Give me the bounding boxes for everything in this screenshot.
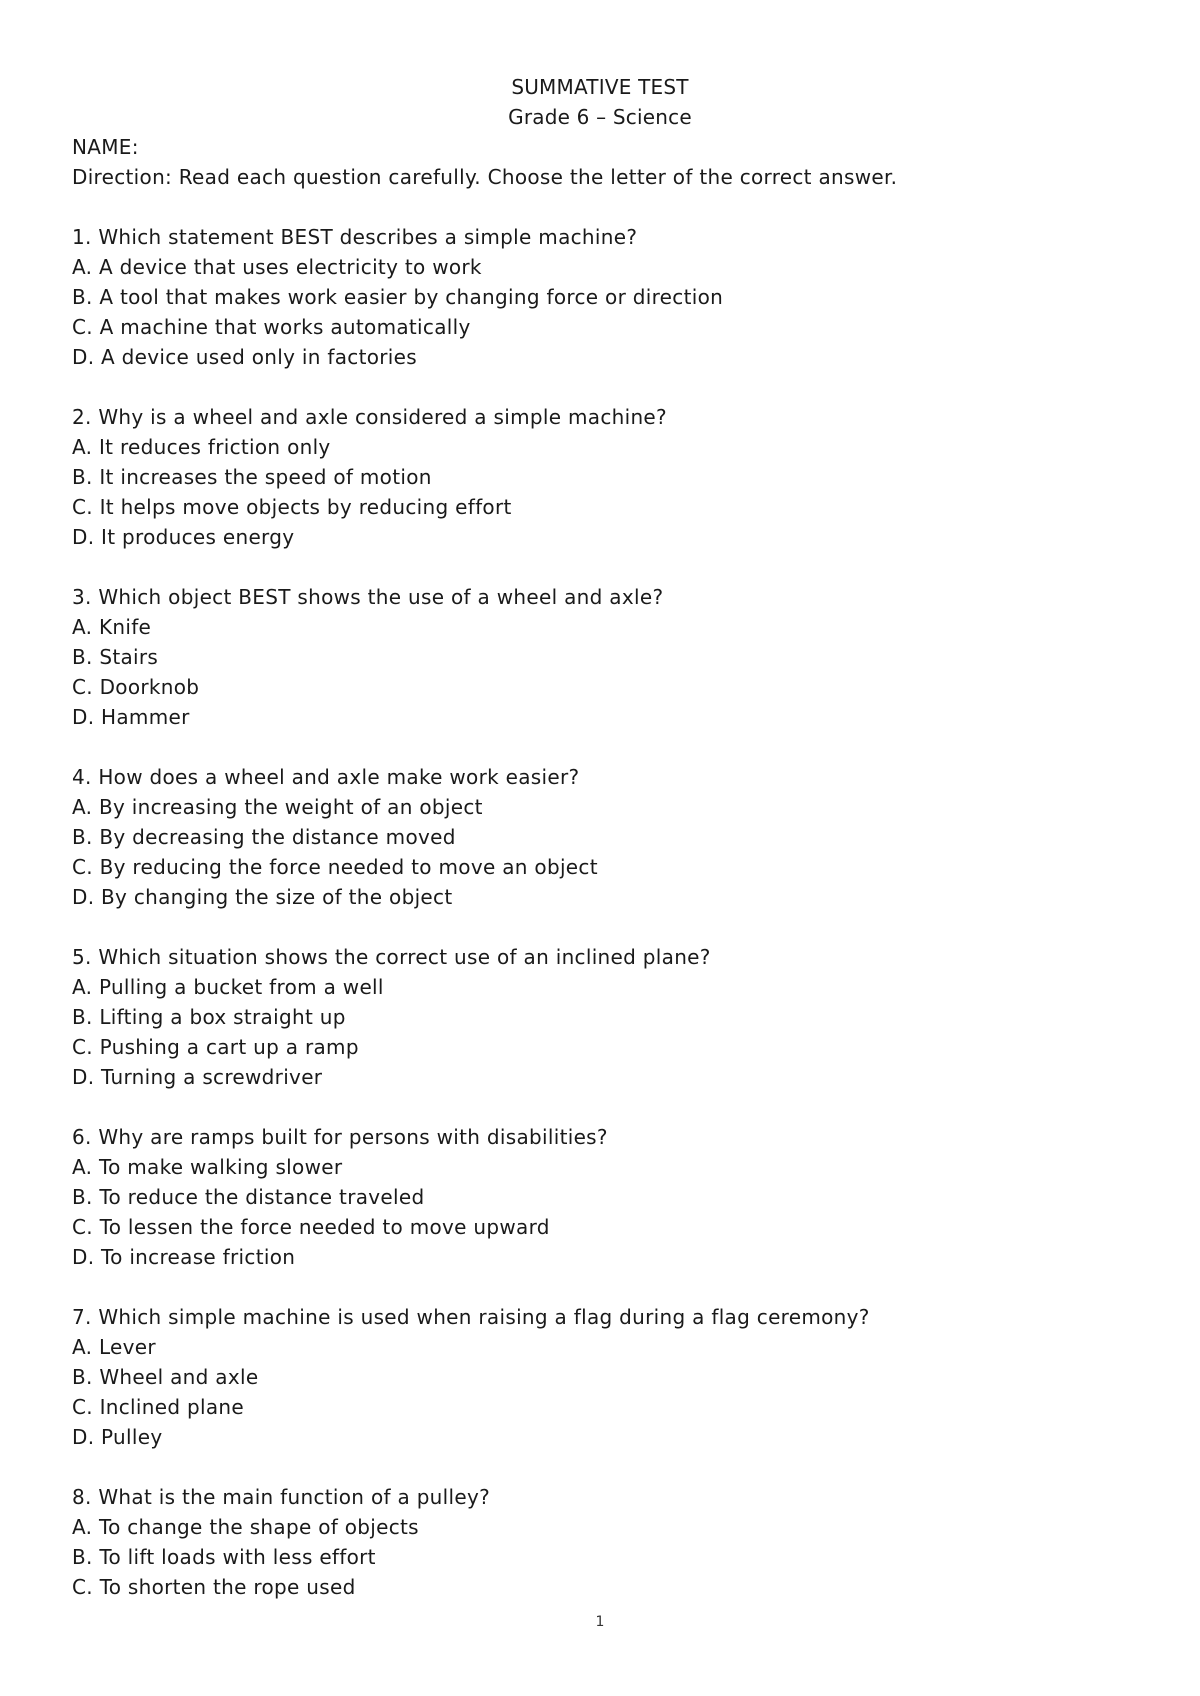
question-item [72,1302,1132,1452]
answer-choice: D. By changing the size of the object [72,885,453,909]
answer-choice: B. By decreasing the distance moved [72,825,456,849]
question-text: 6. Why are ramps built for persons with disabilities? [72,1125,608,1149]
answer-choice: D. Turning a screwdriver [72,1065,323,1089]
document-header [0,72,1200,132]
answer-choice: A. To change the shape of objects [72,1515,419,1539]
answer-choice: A. A device that uses electricity to work [72,255,482,279]
question-text: 2. Why is a wheel and axle considered a simple machine? [72,405,667,429]
answer-choice: D. Pulley [72,1425,163,1449]
name-label: NAME: [72,135,139,159]
question-text: 3. Which object BEST shows the use of a wheel and axle? [72,585,664,609]
answer-choice: C. A machine that works automatically [72,315,471,339]
question-item [72,582,1132,732]
answer-choice: A. Pulling a bucket from a well [72,975,384,999]
test-content [72,132,1132,1602]
question-item [72,762,1132,912]
answer-choice: B. It increases the speed of motion [72,465,432,489]
answer-choice: C. It helps move objects by reducing effort [72,495,512,519]
question-item [72,1122,1132,1272]
page-number: 1 [595,1614,605,1630]
question-text: 5. Which situation shows the correct use of an inclined plane? [72,945,711,969]
question-item [72,402,1132,552]
question-text: 1. Which statement BEST describes a simple machine? [72,225,638,249]
answer-choice: C. To shorten the rope used [72,1575,356,1599]
question-item [72,222,1132,372]
document-title: SUMMATIVE TEST [511,75,689,99]
answer-choice: A. It reduces friction only [72,435,331,459]
directions: Direction: Read each question carefully. Choose the letter of the correct answer. [72,165,898,189]
document-subtitle: Grade 6 – Science [508,105,692,129]
answer-choice: C. Doorknob [72,675,200,699]
answer-choice: B. Wheel and axle [72,1365,259,1389]
answer-choice: A. By increasing the weight of an object [72,795,483,819]
answer-choice: D. Hammer [72,705,190,729]
answer-choice: A. Lever [72,1335,156,1359]
answer-choice: C. Pushing a cart up a ramp [72,1035,359,1059]
answer-choice: D. It produces energy [72,525,295,549]
answer-choice: B. Lifting a box straight up [72,1005,346,1029]
question-text: 4. How does a wheel and axle make work easier? [72,765,580,789]
answer-choice: A. Knife [72,615,152,639]
question-item [72,1482,1132,1602]
question-list [72,222,1132,1602]
answer-choice: D. To increase friction [72,1245,296,1269]
answer-choice: B. Stairs [72,645,159,669]
answer-choice: D. A device used only in factories [72,345,417,369]
answer-choice: B. To lift loads with less effort [72,1545,376,1569]
answer-choice: A. To make walking slower [72,1155,343,1179]
answer-choice: C. Inclined plane [72,1395,244,1419]
question-text: 7. Which simple machine is used when raising a flag during a flag ceremony? [72,1305,870,1329]
question-text: 8. What is the main function of a pulley? [72,1485,491,1509]
answer-choice: B. To reduce the distance traveled [72,1185,425,1209]
answer-choice: C. To lessen the force needed to move upward [72,1215,550,1239]
answer-choice: B. A tool that makes work easier by changing force or direction [72,285,724,309]
question-item [72,942,1132,1092]
answer-choice: C. By reducing the force needed to move an object [72,855,598,879]
